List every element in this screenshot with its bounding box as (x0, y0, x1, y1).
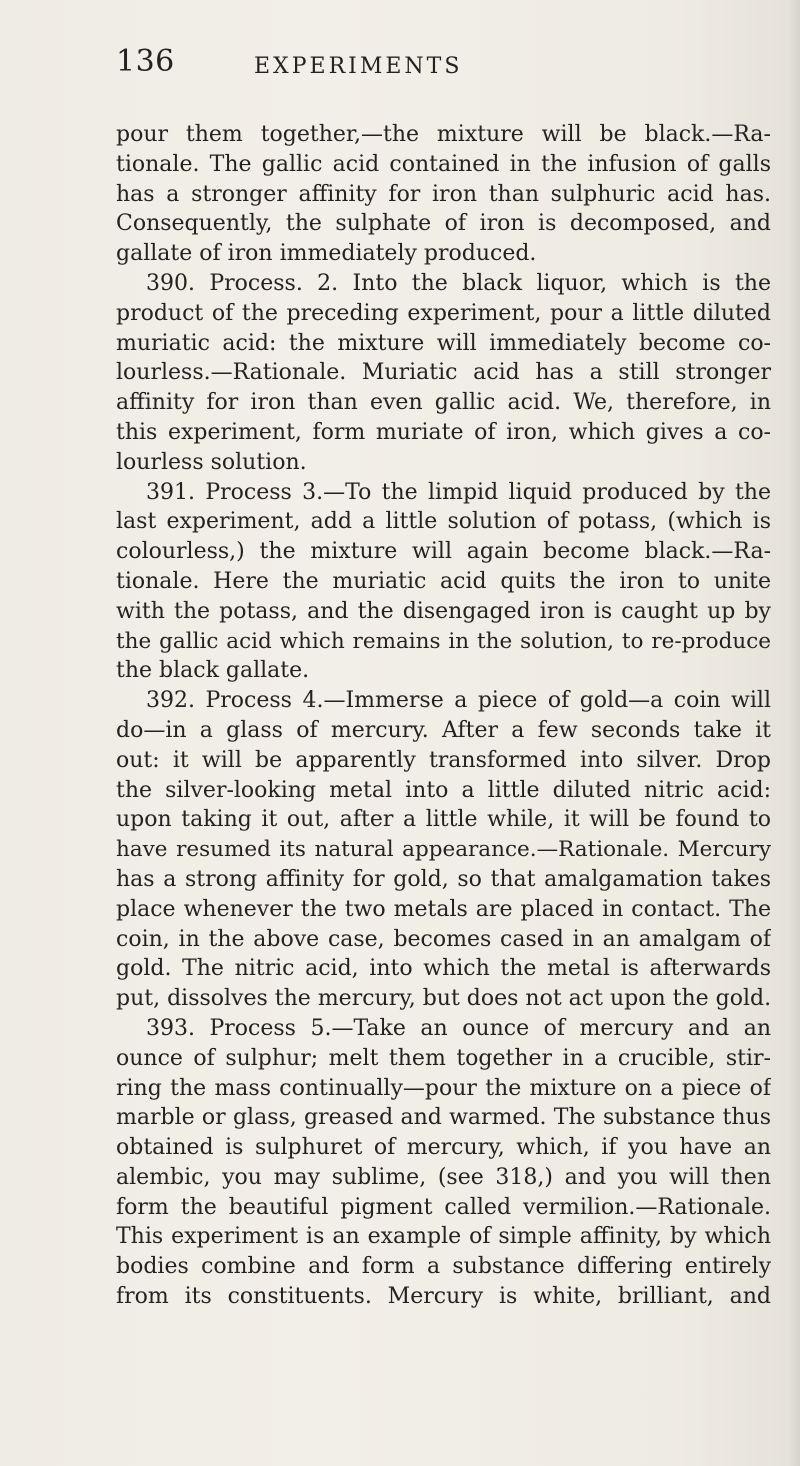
text-line: affinity for iron than even gallic acid. We, therefore, in (116, 390, 771, 416)
body-text (116, 120, 771, 1312)
text-line: marble or glass, greased and warmed. The substance thus (116, 1105, 771, 1131)
text-line: the gallic acid which remains in the solution, to re-produce (116, 628, 771, 654)
text-line: out: it will be apparently transformed into silver. Drop (116, 747, 771, 773)
text-line: from its constituents. Mercury is white, brilliant, and (116, 1284, 771, 1310)
text-line: 390. Process. 2. Into the black liquor, which is the (146, 270, 771, 296)
text-line: alembic, you may sublime, (see 318,) and you will then (116, 1164, 771, 1190)
text-line: put, dissolves the mercury, but does not act upon the gold. (116, 986, 771, 1012)
text-line: form the beautiful pigment called vermilion.—Rationale. (116, 1194, 771, 1220)
text-line: muriatic acid: the mixture will immediately become co- (116, 330, 771, 356)
text-line: the silver-looking metal into a little diluted nitric acid: (116, 777, 771, 803)
text-line: has a strong affinity for gold, so that amalgamation takes (116, 866, 771, 892)
text-line: pour them together,—the mixture will be black.—Ra- (116, 122, 771, 147)
text-line: place whenever the two metals are placed in contact. The (116, 896, 771, 922)
text-line: colourless,) the mixture will again become black.—Ra- (116, 539, 771, 565)
text-line: do—in a glass of mercury. After a few seconds take it (116, 717, 771, 743)
text-line: ring the mass continually—pour the mixture on a piece of (116, 1075, 771, 1101)
text-line: Consequently, the sulphate of iron is decomposed, and (116, 211, 771, 237)
text-line: this experiment, form muriate of iron, which gives a co- (116, 419, 771, 445)
text-line: tionale. Here the muriatic acid quits the iron to unite (116, 568, 771, 594)
text-line: upon taking it out, after a little while, it will be found to (116, 807, 771, 833)
text-line: with the potass, and the disengaged iron is caught up by (116, 598, 771, 624)
text-line: This experiment is an example of simple affinity, by which (116, 1224, 771, 1250)
text-line: gold. The nitric acid, into which the metal is afterwards (116, 956, 771, 982)
text-line: tionale. The gallic acid contained in the infusion of galls (116, 151, 771, 177)
text-line: gallate of iron immediately produced. (116, 241, 537, 267)
text-line: last experiment, add a little solution of potass, (which is (116, 509, 771, 535)
text-line: obtained is sulphuret of mercury, which, if you have an (116, 1135, 771, 1161)
page-number: 136 (116, 44, 175, 79)
text-line: lourless.—Rationale. Muriatic acid has a still stronger (116, 360, 771, 386)
text-line: ounce of sulphur; melt them together in a crucible, stir- (116, 1045, 771, 1071)
page-header (116, 44, 776, 84)
text-line: 392. Process 4.—Immerse a piece of gold—a coin will (146, 688, 771, 714)
text-line: 391. Process 3.—To the limpid liquid produced by the (146, 479, 771, 505)
text-line: lourless solution. (116, 449, 307, 475)
text-line: the black gallate. (116, 658, 310, 684)
page-edge-shadow (788, 0, 800, 1466)
running-head: EXPERIMENTS (254, 54, 463, 79)
text-line: have resumed its natural appearance.—Rationale. Mercury (116, 837, 771, 863)
text-line: product of the preceding experiment, pour a little diluted (116, 300, 771, 326)
text-line: bodies combine and form a substance differing entirely (116, 1254, 771, 1280)
text-line: has a stronger affinity for iron than sulphuric acid has. (116, 181, 771, 207)
text-line: 393. Process 5.—Take an ounce of mercury and an (146, 1015, 771, 1041)
text-line: coin, in the above case, becomes cased in an amalgam of (116, 926, 771, 952)
